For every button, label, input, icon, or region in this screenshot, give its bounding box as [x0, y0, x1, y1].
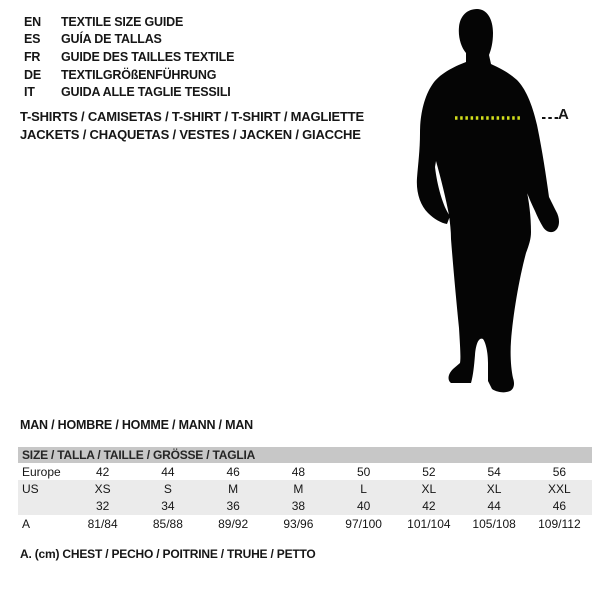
table-row-us — [18, 480, 592, 497]
size-cell: M — [293, 481, 304, 496]
size-cell: 56 — [552, 464, 567, 479]
language-label: TEXTILE SIZE GUIDE — [61, 14, 184, 29]
size-cell: 46 — [226, 464, 240, 479]
language-code: FR — [24, 49, 41, 64]
language-label: GUÍA DE TALLAS — [61, 32, 162, 47]
size-table-header: SIZE / TALLA / TAILLE / GRÖSSE / TAGLIA — [18, 447, 592, 463]
size-cell: 81/84 — [87, 516, 118, 531]
size-cell: M — [228, 481, 239, 496]
language-row — [24, 31, 234, 49]
category-line-jackets: JACKETS / CHAQUETAS / VESTES / JACKEN / GIACCHE — [20, 126, 361, 142]
size-cell: 101/104 — [407, 516, 451, 531]
size-cell: 50 — [356, 464, 371, 479]
size-cell: 32 — [95, 499, 110, 514]
language-label: TEXTILGRÖßENFÜHRUNG — [61, 67, 217, 82]
language-list — [24, 13, 234, 101]
size-cell: 40 — [356, 499, 371, 514]
row-label: A — [22, 516, 31, 531]
size-cell: 44 — [161, 464, 175, 479]
size-cell: XS — [94, 481, 111, 496]
row-label: Europe — [22, 464, 61, 479]
language-row — [24, 66, 234, 84]
language-code: EN — [24, 14, 41, 29]
size-cell: L — [360, 481, 367, 496]
size-cell: 42 — [95, 464, 110, 479]
language-label: GUIDE DES TAILLES TEXTILE — [61, 49, 235, 64]
size-cell: 42 — [422, 499, 436, 514]
man-silhouette — [415, 3, 565, 395]
size-cell: 85/88 — [152, 516, 183, 531]
size-cell: 89/92 — [218, 516, 249, 531]
size-cell: 48 — [291, 464, 306, 479]
size-cell: 52 — [422, 464, 436, 479]
size-cell: XXL — [548, 481, 571, 496]
measure-label-a: A — [558, 106, 569, 123]
table-row-chest-a — [18, 515, 592, 532]
size-cell: 54 — [487, 464, 501, 479]
man-silhouette-figure — [415, 3, 565, 395]
language-code: IT — [24, 85, 35, 100]
size-table — [18, 447, 592, 532]
size-cell: 44 — [487, 499, 501, 514]
table-row-numeric — [18, 498, 592, 515]
language-label: GUIDA ALLE TAGLIE TESSILI — [61, 85, 231, 100]
size-cell: 105/108 — [472, 516, 516, 531]
size-cell: XL — [421, 481, 437, 496]
language-row — [24, 13, 234, 31]
size-cell: 109/112 — [538, 516, 581, 531]
language-code: ES — [24, 32, 41, 47]
category-line-tshirts: T-SHIRTS / CAMISETAS / T-SHIRT / T-SHIRT / MAGLIETTE — [20, 109, 364, 124]
size-cell: 36 — [226, 499, 240, 514]
size-cell: 38 — [291, 499, 306, 514]
language-row — [24, 83, 234, 101]
row-label: US — [22, 481, 39, 496]
garment-categories — [20, 108, 364, 143]
size-cell: 34 — [161, 499, 175, 514]
language-row — [24, 48, 234, 66]
section-heading-man: MAN / HOMBRE / HOMME / MANN / MAN — [20, 418, 253, 432]
size-cell: S — [163, 481, 172, 496]
measurement-footnote: A. (cm) CHEST / PECHO / POITRINE / TRUHE / PETTO — [20, 547, 316, 561]
size-cell: 97/100 — [345, 516, 382, 531]
table-row-europe — [18, 463, 592, 480]
size-cell: 93/96 — [283, 516, 314, 531]
size-cell: XL — [486, 481, 502, 496]
language-code: DE — [24, 67, 41, 82]
size-cell: 46 — [552, 499, 567, 514]
